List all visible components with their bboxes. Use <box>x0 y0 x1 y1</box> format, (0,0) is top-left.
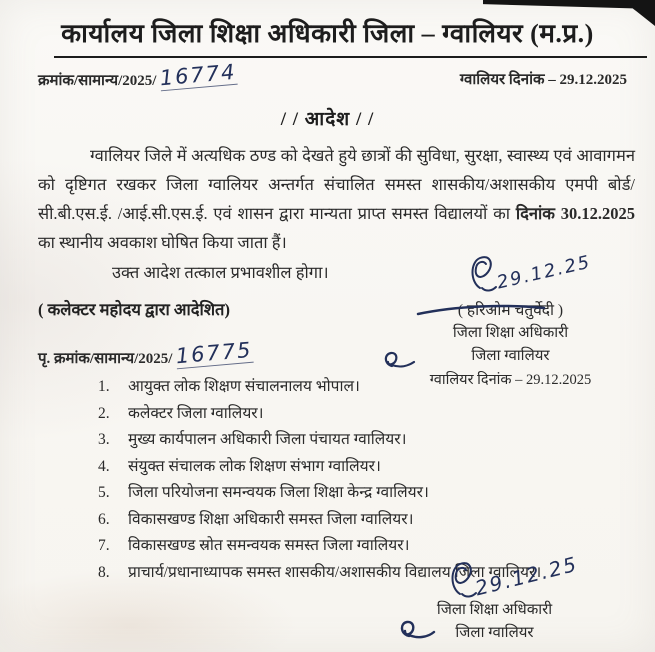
handwritten-date-top: 29.12.25 <box>494 251 594 294</box>
handwritten-date-bottom: 29.12.25 <box>472 551 581 601</box>
office-title: कार्यालय जिला शिक्षा अधिकारी जिला – ग्वालियर (म.प्र.) <box>61 19 594 48</box>
title-underline <box>54 56 647 58</box>
holiday-date: दिनांक 30.12.2025 <box>515 204 636 223</box>
endorsement-reference-line <box>38 337 254 369</box>
order-body-paragraph <box>38 141 635 257</box>
list-item-number: 2. <box>98 404 110 422</box>
list-item-number: 6. <box>98 510 110 528</box>
reference-prefix: क्रमांक/सामान्य/2025/ <box>38 73 157 89</box>
list-item-text: कलेक्टर जिला ग्वालियर। <box>128 404 264 422</box>
signature-date-line: ग्वालियर दिनांक – 29.12.2025 <box>429 372 592 388</box>
signatory-designation: जिला शिक्षा अधिकारी <box>452 325 569 341</box>
list-item-text: विकासखण्ड शिक्षा अधिकारी समस्त जिला ग्वालियर। <box>128 510 414 528</box>
signatory-designation: जिला शिक्षा अधिकारी <box>436 602 553 618</box>
list-item-number: 7. <box>98 537 110 554</box>
order-body-text-end: का स्थानीय अवकाश घोषित किया जाता हैं। <box>38 233 287 252</box>
signature-block-top <box>388 251 633 389</box>
endorsement-reference-prefix: पृ. क्रमांक/सामान्य/2025/ <box>38 351 173 367</box>
list-item-number: 3. <box>98 431 110 448</box>
effective-immediately-line: उक्त आदेश तत्काल प्रभावशील होगा। <box>112 263 329 282</box>
signature-flourish-icon <box>382 346 416 372</box>
reference-number-line <box>38 59 238 91</box>
list-item <box>98 378 578 395</box>
list-item-text: संयुक्त संचालक लोक शिक्षण संभाग ग्वालियर। <box>128 457 381 475</box>
ordered-by-collector-line: ( कलेक्टर महोदय द्वारा आदेशित) <box>38 300 230 319</box>
list-item-number: 1. <box>98 378 110 395</box>
list-item-text: जिला परियोजना समन्वयक जिला शिक्षा केन्द्र ग्वालियर। <box>128 484 429 501</box>
list-item-number: 8. <box>98 563 110 581</box>
list-item <box>98 405 578 422</box>
reference-row <box>38 59 627 91</box>
handwritten-endorsement-number: 16775 <box>174 337 254 369</box>
signatory-office: जिला ग्वालियर <box>471 348 550 364</box>
list-item-text: प्राचार्य/प्रधानाध्यापक समस्त शासकीय/अशासकीय विद्यालय जिला ग्वालियर। <box>128 563 542 581</box>
signature-block-bottom <box>392 551 597 643</box>
list-item <box>98 431 578 448</box>
list-item <box>98 458 578 475</box>
list-item <box>98 484 578 501</box>
order-heading: / / आदेश / / <box>280 109 375 130</box>
signatory-office: जिला ग्वालियर <box>455 625 534 641</box>
list-item-text: विकासखण्ड स्रोत समन्वयक समस्त जिला ग्वालियर। <box>128 537 410 554</box>
signatory-name-text: ( हरिओम चतुर्वेदी ) <box>457 302 564 319</box>
list-item-text: आयुक्त लोक शिक्षण संचालनालय भोपाल। <box>128 378 360 395</box>
handwritten-reference-number: 16774 <box>158 59 238 91</box>
signatory-name <box>388 298 633 320</box>
list-item <box>98 511 578 528</box>
signature-flourish-icon <box>398 616 436 642</box>
list-item-number: 4. <box>98 457 110 475</box>
header-date-line: ग्वालियर दिनांक – 29.12.2025 <box>459 72 627 88</box>
list-item <box>98 537 578 554</box>
list-item-text: मुख्य कार्यपालन अधिकारी जिला पंचायत ग्वालियर। <box>128 431 407 448</box>
list-item-number: 5. <box>98 484 110 501</box>
order-body-text-start: ग्वालियर जिले में अत्यधिक ठण्ड को देखते हुये छात्रों की सुविधा, सुरक्षा, स्वास्थ्य एवं आवागमन को दृष्टिगत रखकर जिला ग्वालियर अन्तर्गत संचालित समस्त शासकीय/अशासकीय एमपी बोर्ड/ सी.बी.एस.ई. /आई.सी.एस.ई. एवं शासन द्वारा मान्यता प्राप्त समस्त विद्यालयों का <box>38 146 635 223</box>
